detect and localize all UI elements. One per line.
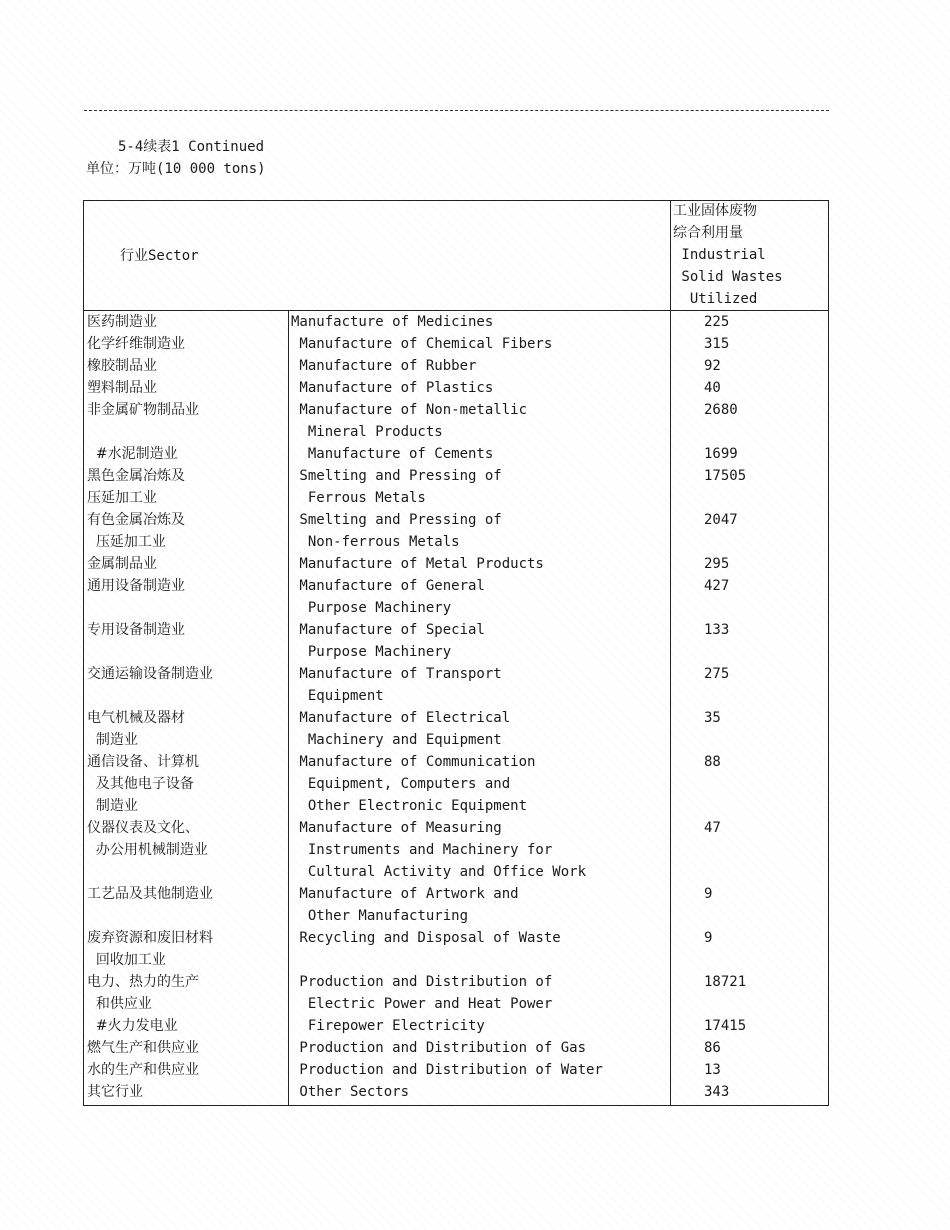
utilized-value: 13 (704, 1062, 721, 1078)
sector-en-label: Manufacture of Communication (291, 754, 536, 770)
sector-cn-label: 废弃资源和废旧材料 (87, 930, 213, 946)
sector-cn-label: 交通运输设备制造业 (87, 666, 213, 682)
sector-en-label: Cultural Activity and Office Work (291, 864, 587, 880)
sector-cn-label: 办公用机械制造业 (87, 842, 208, 858)
sector-en-label: Other Electronic Equipment (291, 798, 528, 814)
sector-cn-label: 橡胶制品业 (87, 358, 157, 374)
sector-cn-label: 工艺品及其他制造业 (87, 886, 213, 902)
utilized-value: 17415 (704, 1018, 747, 1034)
sector-en-label: Equipment (291, 688, 384, 704)
utilized-value: 343 (704, 1084, 730, 1100)
utilized-value: 1699 (704, 446, 738, 462)
sector-cn-label: 非金属矿物制品业 (87, 402, 199, 418)
sector-en-label: Manufacture of Metal Products (291, 556, 544, 572)
sector-cn-label: 通用设备制造业 (87, 578, 185, 594)
sector-cn-label: 电力、热力的生产 (87, 974, 199, 990)
sector-en-label: Manufacture of Medicines (291, 314, 494, 330)
unit-caption: 单位：万吨(10 000 tons) (86, 161, 266, 177)
sector-cn-label: 和供应业 (87, 996, 152, 1012)
column-divider-cn-en (288, 310, 289, 1106)
utilized-value: 88 (704, 754, 721, 770)
sector-cn-label: 制造业 (87, 798, 138, 814)
utilized-value: 295 (704, 556, 730, 572)
utilized-value: 225 (704, 314, 730, 330)
value-header-line: 综合利用量 (673, 225, 743, 241)
sector-en-label: Smelting and Pressing of (291, 512, 502, 528)
sector-en-label: Manufacture of Special (291, 622, 485, 638)
sector-en-label: Manufacture of Rubber (291, 358, 477, 374)
sector-en-label: Manufacture of Non-metallic (291, 402, 528, 418)
sector-cn-label: 黑色金属冶炼及 (87, 468, 185, 484)
sector-en-label: Ferrous Metals (291, 490, 426, 506)
sector-cn-label: 仪器仪表及文化、 (87, 820, 199, 836)
sector-en-label: Manufacture of Chemical Fibers (291, 336, 553, 352)
table-id-caption: 5-4续表1 Continued (118, 139, 265, 155)
sector-cn-label: 金属制品业 (87, 556, 157, 572)
sector-cn-label: 燃气生产和供应业 (87, 1040, 199, 1056)
utilized-value: 2680 (704, 402, 738, 418)
sector-en-label: Recycling and Disposal of Waste (291, 930, 561, 946)
sector-en-label: Non-ferrous Metals (291, 534, 460, 550)
sector-en-label: Manufacture of Cements (291, 446, 494, 462)
utilized-value: 2047 (704, 512, 738, 528)
utilized-value: 35 (704, 710, 721, 726)
sector-en-label: Electric Power and Heat Power (291, 996, 553, 1012)
sector-cn-label: 其它行业 (87, 1084, 143, 1100)
sector-cn-label: 塑料制品业 (87, 380, 157, 396)
sector-en-label: Manufacture of Plastics (291, 380, 494, 396)
utilized-value: 40 (704, 380, 721, 396)
sector-cn-label: 压延加工业 (87, 490, 157, 506)
utilized-value: 427 (704, 578, 730, 594)
value-header-line: Utilized (673, 291, 758, 307)
sector-cn-label: 化学纤维制造业 (87, 336, 185, 352)
utilized-value: 9 (704, 930, 713, 946)
utilized-value: 18721 (704, 974, 747, 990)
sector-cn-label: 医药制造业 (87, 314, 157, 330)
sector-cn-label: #火力发电业 (87, 1018, 178, 1034)
sector-cn-label: 及其他电子设备 (87, 776, 194, 792)
utilized-value: 92 (704, 358, 721, 374)
utilized-value: 47 (704, 820, 721, 836)
sector-en-label: Purpose Machinery (291, 644, 452, 660)
utilized-value: 86 (704, 1040, 721, 1056)
sector-cn-label: 压延加工业 (87, 534, 166, 550)
sector-en-label: Equipment, Computers and (291, 776, 511, 792)
value-header-line: Solid Wastes (673, 269, 783, 285)
sector-column-header: 行业Sector (120, 248, 199, 264)
sector-en-label: Other Manufacturing (291, 908, 469, 924)
utilized-value: 17505 (704, 468, 747, 484)
sector-cn-label: 有色金属冶炼及 (87, 512, 185, 528)
sector-cn-label: 电气机械及器材 (87, 710, 185, 726)
utilized-value: 275 (704, 666, 730, 682)
sector-en-label: Manufacture of Electrical (291, 710, 511, 726)
column-divider-value (670, 200, 671, 1106)
sector-cn-label: #水泥制造业 (87, 446, 178, 462)
sector-en-label: Firepower Electricity (291, 1018, 485, 1034)
sector-en-label: Manufacture of Artwork and (291, 886, 519, 902)
sector-en-label: Production and Distribution of (291, 974, 553, 990)
sector-en-label: Production and Distribution of Gas (291, 1040, 587, 1056)
sector-en-label: Mineral Products (291, 424, 443, 440)
value-header-line: Industrial (673, 247, 766, 263)
utilized-value: 315 (704, 336, 730, 352)
sector-cn-label: 专用设备制造业 (87, 622, 185, 638)
value-header-line: 工业固体废物 (673, 203, 757, 219)
sector-en-label: Manufacture of General (291, 578, 485, 594)
utilized-value: 133 (704, 622, 730, 638)
sector-en-label: Production and Distribution of Water (291, 1062, 603, 1078)
sector-en-label: Manufacture of Transport (291, 666, 502, 682)
dashed-separator (84, 110, 829, 111)
sector-cn-label: 水的生产和供应业 (87, 1062, 199, 1078)
utilized-value: 9 (704, 886, 713, 902)
sector-en-label: Other Sectors (291, 1084, 410, 1100)
sector-en-label: Instruments and Machinery for (291, 842, 553, 858)
sector-cn-label: 通信设备、计算机 (87, 754, 199, 770)
sector-en-label: Machinery and Equipment (291, 732, 502, 748)
sector-en-label: Manufacture of Measuring (291, 820, 502, 836)
sector-en-label: Purpose Machinery (291, 600, 452, 616)
sector-cn-label: 回收加工业 (87, 952, 166, 968)
sector-en-label: Smelting and Pressing of (291, 468, 502, 484)
sector-cn-label: 制造业 (87, 732, 138, 748)
